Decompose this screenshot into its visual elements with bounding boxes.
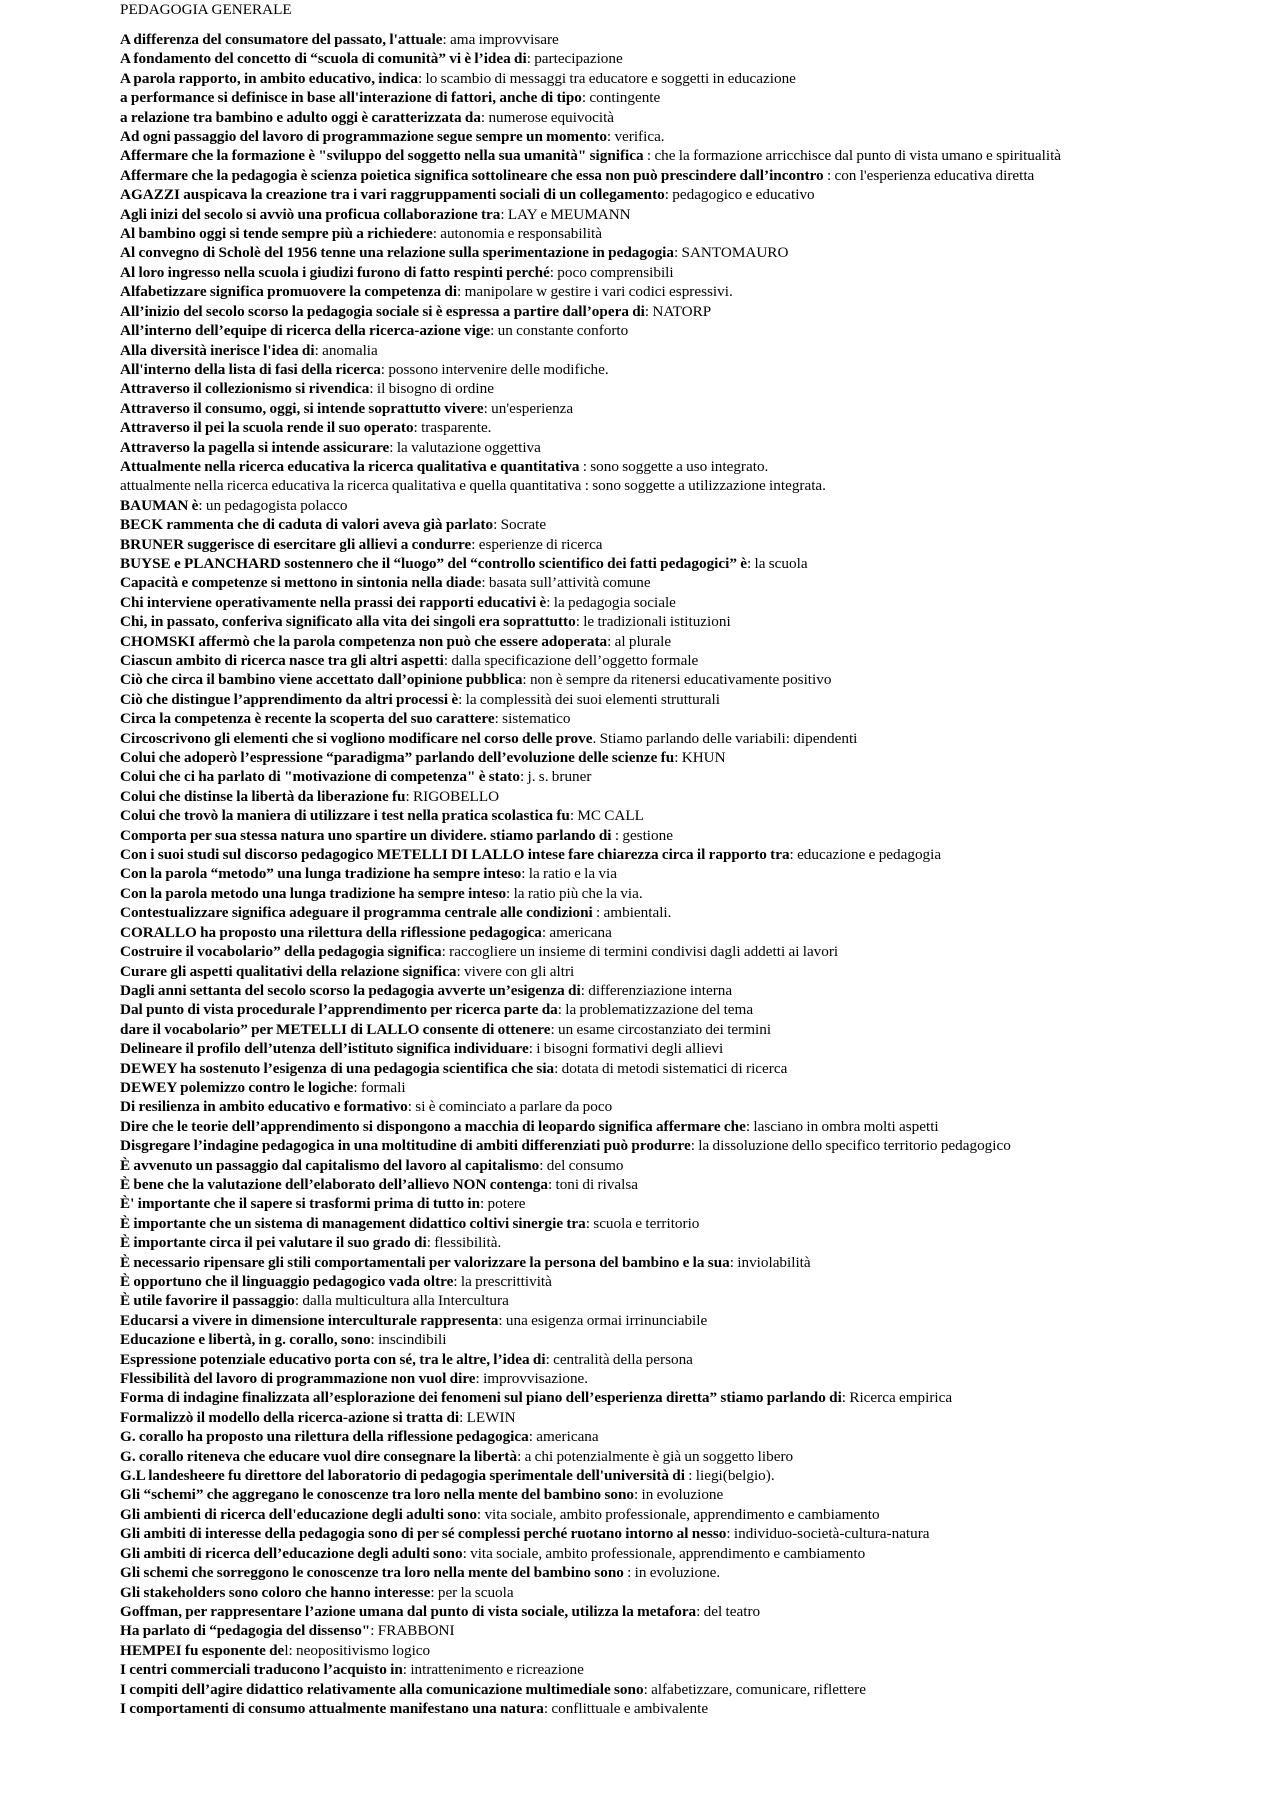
list-item — [120, 1311, 1150, 1330]
question-text: È avvenuto un passaggio dal capitalismo del lavoro al capitalismo — [120, 1156, 540, 1174]
answer-text: : manipolare w gestire i vari codici espressivi. — [457, 283, 733, 301]
list-item — [120, 1621, 1150, 1640]
question-text: È importante circa il pei valutare il suo grado di — [120, 1234, 427, 1252]
answer-text: : raccogliere un insieme di termini condivisi dagli addetti ai lavori — [441, 943, 839, 961]
list-item — [120, 826, 1150, 845]
list-item — [120, 1466, 1150, 1485]
question-text: dare il vocabolario” per METELLI di LALLO consente di ottenere — [120, 1020, 551, 1038]
answer-text: : potere — [480, 1195, 526, 1213]
answer-text: : lo scambio di messaggi tra educatore e soggetti in educazione — [417, 69, 796, 87]
answer-text: : pedagogico e educativo — [664, 186, 815, 204]
list-item — [120, 205, 1150, 224]
answer-text: : formali — [353, 1078, 406, 1096]
list-item — [120, 457, 1150, 476]
list-item — [120, 1388, 1150, 1407]
list-item — [120, 282, 1150, 301]
answer-text: : Ricerca empirica — [841, 1389, 953, 1407]
answer-text: . Stiamo parlando delle variabili: dipendenti — [592, 729, 858, 747]
list-item — [120, 670, 1150, 689]
answer-text: : differenziazione interna — [580, 981, 733, 999]
list-item — [120, 1563, 1150, 1582]
list-item — [120, 1194, 1150, 1213]
answer-text: : sistematico — [494, 710, 571, 728]
answer-text: : individuo-società-cultura-natura — [726, 1525, 930, 1543]
question-text: AGAZZI auspicava la creazione tra i vari raggruppamenti sociali di un collegamento — [120, 186, 665, 204]
list-item — [120, 593, 1150, 612]
question-text: I centri commerciali traducono l’acquisto in — [120, 1661, 403, 1679]
list-item — [120, 88, 1150, 107]
question-text: All’interno dell’equipe di ricerca della ricerca-azione vige — [120, 322, 491, 340]
answer-text: : j. s. bruner — [519, 768, 592, 786]
question-text: HEMPEI fu esponente de — [120, 1641, 285, 1659]
answer-text: : la dissoluzione dello specifico territorio pedagogico — [690, 1137, 1011, 1155]
answer-text: : un constante conforto — [490, 322, 629, 340]
answer-text: : contingente — [581, 89, 661, 107]
list-item — [120, 1583, 1150, 1602]
list-item — [120, 651, 1150, 670]
question-text: Formalizzò il modello della ricerca-azione si tratta di — [120, 1408, 460, 1426]
list-item — [120, 690, 1150, 709]
list-item — [120, 360, 1150, 379]
list-item — [120, 418, 1150, 437]
answer-text: : basata sull’attività comune — [481, 574, 651, 592]
question-text: Colui che ci ha parlato di "motivazione di competenza" è stato — [120, 768, 520, 786]
answer-text: : intrattenimento e ricreazione — [402, 1661, 584, 1679]
list-item — [120, 806, 1150, 825]
question-text: Comporta per sua stessa natura uno spartire un dividere. stiamo parlando di — [120, 826, 612, 844]
list-item — [120, 1214, 1150, 1233]
answer-text: : un'esperienza — [483, 399, 574, 417]
list-item — [120, 535, 1150, 554]
list-item — [120, 612, 1150, 631]
list-item — [120, 1117, 1150, 1136]
question-text: Chi interviene operativamente nella prassi dei rapporti educativi è — [120, 593, 547, 611]
question-text: Colui che trovò la maniera di utilizzare i test nella pratica scolastica fu — [120, 807, 570, 825]
answer-text: : partecipazione — [526, 50, 623, 68]
question-text: È opportuno che il linguaggio pedagogico vada oltre — [120, 1273, 454, 1290]
list-item — [120, 476, 1150, 495]
answer-text: : KHUN — [674, 749, 726, 767]
list-item — [120, 554, 1150, 573]
question-text: A differenza del consumatore del passato, l'attuale — [120, 31, 443, 48]
answer-text: : del consumo — [539, 1156, 624, 1174]
question-text: Forma di indagine finalizzata all’esplorazione dei fenomeni sul piano dell’esperienza diretta” stiamo parlando di — [120, 1389, 842, 1407]
answer-text: : SANTOMAURO — [674, 244, 789, 262]
answer-text: : la problematizzazione del tema — [557, 1001, 754, 1019]
question-text: Al loro ingresso nella scuola i giudizi furono di fatto respinti perché — [120, 263, 550, 281]
answer-text: : vita sociale, ambito professionale, apprendimento e cambiamento — [476, 1505, 880, 1523]
question-text: Capacità e competenze si mettono in sintonia nella diade — [120, 574, 482, 592]
answer-text: : anomalia — [314, 341, 378, 359]
question-text: Affermare che la pedagogia è scienza poietica significa sottolineare che essa non può prescindere dall’incontro — [120, 166, 824, 184]
list-item — [120, 864, 1150, 883]
answer-text: : la ratio più che la via. — [506, 884, 643, 902]
question-text: Chi, in passato, conferiva significato alla vita dei singoli era soprattutto — [120, 613, 576, 631]
question-text: Gli schemi che sorreggono le conoscenze tra loro nella mente del bambino sono — [120, 1564, 624, 1582]
answer-text: : FRABBONI — [370, 1622, 455, 1640]
question-text: Ha parlato di “pedagogia del dissenso" — [120, 1622, 371, 1640]
question-text: All’inizio del secolo scorso la pedagogia sociale si è espressa a partire dall’opera di — [120, 302, 645, 320]
answer-text: : del teatro — [696, 1602, 761, 1620]
list-item — [120, 146, 1150, 165]
question-text: Dal punto di vista procedurale l’apprendimento per ricerca parte da — [120, 1001, 558, 1019]
question-text: DEWEY ha sostenuto l’esigenza di una pedagogia scientifica che sia — [120, 1059, 555, 1077]
question-text: Al convegno di Scholè del 1956 tenne una relazione sulla sperimentazione in pedagogia — [120, 244, 674, 262]
answer-text: : verifica. — [606, 128, 665, 146]
list-item — [120, 1369, 1150, 1388]
answer-text: : al plurale — [607, 632, 672, 650]
list-item — [120, 438, 1150, 457]
answer-text: : non è sempre da ritenersi educativamente positivo — [522, 671, 832, 689]
list-item — [120, 1427, 1150, 1446]
answer-text: : un esame circostanziato dei termini — [550, 1020, 772, 1038]
list-item — [120, 341, 1150, 360]
list-item — [120, 302, 1150, 321]
question-text: Espressione potenziale educativo porta con sé, tra le altre, l’idea di — [120, 1350, 546, 1368]
question-text: Gli ambienti di ricerca dell'educazione degli adulti sono — [120, 1505, 477, 1523]
answer-text: : LAY e MEUMANN — [500, 205, 631, 223]
answer-text: : alfabetizzare, comunicare, riflettere — [643, 1680, 866, 1698]
answer-text: : possono intervenire delle modifiche. — [380, 360, 609, 378]
answer-text: : la complessità dei suoi elementi strutturali — [458, 690, 720, 708]
answer-text: : con l'esperienza educativa diretta — [823, 166, 1035, 184]
question-text: Con la parola “metodo” una lunga tradizione ha sempre inteso — [120, 865, 522, 883]
list-item — [120, 1078, 1150, 1097]
list-item — [120, 379, 1150, 398]
answer-text: : i bisogni formativi degli allievi — [528, 1040, 724, 1058]
question-text: a relazione tra bambino e adulto oggi è caratterizzata da — [120, 108, 481, 126]
answer-text: : ambientali. — [592, 904, 672, 922]
answer-text: : la pedagogia sociale — [546, 593, 676, 611]
answer-text: : MC CALL — [569, 807, 644, 825]
list-item — [120, 496, 1150, 515]
list-item — [120, 243, 1150, 262]
answer-text: : la valutazione oggettiva — [389, 438, 541, 456]
answer-text: : inviolabilità — [729, 1253, 811, 1271]
list-item — [120, 748, 1150, 767]
answer-text: : NATORP — [644, 302, 712, 320]
list-item — [120, 1602, 1150, 1621]
question-text: Gli ambiti di interesse della pedagogia sono di per sé complessi perché ruotano intorno al nesso — [120, 1525, 727, 1543]
answer-text: : vivere con gli altri — [456, 962, 575, 980]
question-text: A fondamento del concetto di “scuola di comunità” vi è l’idea di — [120, 50, 527, 68]
question-text: BRUNER suggerisce di esercitare gli allievi a condurre — [120, 535, 472, 553]
list-item — [120, 962, 1150, 981]
question-text: Colui che distinse la libertà da liberazione fu — [120, 787, 406, 805]
answer-text: : si è cominciato a parlare da poco — [407, 1098, 613, 1116]
answer-text: : la scuola — [746, 554, 808, 572]
question-text: Colui che adoperò l’espressione “paradigma” parlando dell’evoluzione delle scienze fu — [120, 749, 675, 767]
list-item — [120, 1350, 1150, 1369]
answer-text: : che la formazione arricchisce dal punto di vista umano e spiritualità — [643, 147, 1062, 165]
list-item — [120, 1020, 1150, 1039]
question-text: DEWEY polemizzo contro le logiche — [120, 1078, 354, 1096]
question-text: Goffman, per rappresentare l’azione umana dal punto di vista sociale, utilizza la metafora — [120, 1602, 697, 1620]
document-page — [120, 0, 1150, 1718]
answer-text: : toni di rivalsa — [547, 1175, 639, 1193]
answer-text: : gestione — [611, 826, 673, 844]
question-text: G. corallo ha proposto una rilettura della riflessione pedagogica — [120, 1428, 529, 1446]
answer-text: : americana — [541, 923, 612, 941]
question-text: Educazione e libertà, in g. corallo, sono — [120, 1331, 371, 1349]
question-text: È' importante che il sapere si trasformi prima di tutto in — [120, 1195, 481, 1213]
answer-text: : per la scuola — [430, 1583, 514, 1601]
list-item — [120, 767, 1150, 786]
question-text: BAUMAN è — [120, 496, 199, 514]
answer-text: : LEWIN — [459, 1408, 516, 1426]
question-text: Curare gli aspetti qualitativi della relazione significa — [120, 962, 457, 980]
answer-text: : autonomia e responsabilità — [432, 225, 603, 243]
title-spacer — [120, 19, 1150, 30]
list-item — [120, 1524, 1150, 1543]
question-text: Agli inizi del secolo si avviò una proficua collaborazione tra — [120, 205, 501, 223]
list-item — [120, 923, 1150, 942]
list-item — [120, 399, 1150, 418]
question-text: Di resilienza in ambito educativo e formativo — [120, 1098, 408, 1116]
answer-text: : la ratio e la via — [521, 865, 617, 883]
answer-text: : ama improvvisare — [442, 31, 559, 48]
question-text: Ad ogni passaggio del lavoro di programmazione segue sempre un momento — [120, 128, 607, 146]
list-item — [120, 127, 1150, 146]
question-text: Al bambino oggi si tende sempre più a richiedere — [120, 225, 433, 243]
list-item — [120, 321, 1150, 340]
question-text: CHOMSKI affermò che la parola competenza non può che essere adoperata — [120, 632, 608, 650]
answer-text: : RIGOBELLO — [405, 787, 500, 805]
list-item — [120, 185, 1150, 204]
answer-text: : Socrate — [493, 516, 547, 534]
answer-text: : centralità della persona — [545, 1350, 693, 1368]
question-text: a performance si definisce in base all'interazione di fattori, anche di tipo — [120, 89, 582, 107]
list-item — [120, 1136, 1150, 1155]
question-text: Costruire il vocabolario” della pedagogia significa — [120, 943, 442, 961]
question-text: È bene che la valutazione dell’elaborato dell’allievo NON contenga — [120, 1175, 548, 1193]
question-text: A parola rapporto, in ambito educativo, indica — [120, 69, 418, 87]
list-item — [120, 1447, 1150, 1466]
list-item — [120, 1253, 1150, 1272]
answer-text: : esperienze di ricerca — [471, 535, 603, 553]
list-item — [120, 30, 1150, 49]
question-text: Attraverso la pagella si intende assicurare — [120, 438, 390, 456]
answer-text: : scuola e territorio — [585, 1214, 700, 1232]
list-item — [120, 1175, 1150, 1194]
question-text: Flessibilità del lavoro di programmazione non vuol dire — [120, 1370, 476, 1388]
answer-text: : le tradizionali istituzioni — [575, 613, 731, 631]
question-text: Attraverso il collezionismo si rivendica — [120, 380, 370, 398]
question-text: Ciò che circa il bambino viene accettato dall’opinione pubblica — [120, 671, 523, 689]
list-item — [120, 224, 1150, 243]
answer-text: : dotata di metodi sistematici di ricerca — [554, 1059, 788, 1077]
list-item — [120, 709, 1150, 728]
question-text: Gli stakeholders sono coloro che hanno interesse — [120, 1583, 431, 1601]
list-item — [120, 1544, 1150, 1563]
list-item — [120, 1291, 1150, 1310]
list-item — [120, 108, 1150, 127]
answer-text: : dalla specificazione dell’oggetto formale — [443, 652, 699, 669]
answer-text: : in evoluzione — [634, 1486, 724, 1504]
answer-text: : vita sociale, ambito professionale, apprendimento e cambiamento — [462, 1544, 866, 1562]
list-item — [120, 49, 1150, 68]
list-item — [120, 1059, 1150, 1078]
answer-text: : liegi(belgio). — [684, 1467, 775, 1485]
answer-text: : educazione e pedagogia — [789, 846, 942, 864]
list-item — [120, 632, 1150, 651]
list-item — [120, 1156, 1150, 1175]
question-text: Dagli anni settanta del secolo scorso la pedagogia avverte un’esigenza di — [120, 981, 581, 999]
list-item — [120, 1641, 1150, 1660]
answer-text: : improvvisazione. — [475, 1370, 589, 1388]
question-text: Circa la competenza è recente la scoperta del suo carattere — [120, 710, 495, 728]
question-text: attualmente nella ricerca educativa la ricerca qualitativa e quella quantitativa : sono soggette a utilizzazione integrata. — [120, 477, 826, 495]
question-text: Attraverso il consumo, oggi, si intende soprattutto vivere — [120, 399, 484, 417]
list-item — [120, 942, 1150, 961]
question-text: Dire che le teorie dell’apprendimento si dispongono a macchia di leopardo significa affermare che — [120, 1117, 746, 1135]
question-text: All'interno della lista di fasi della ricerca — [120, 360, 381, 378]
list-item — [120, 903, 1150, 922]
answer-text: : a chi potenzialmente è già un soggetto libero — [517, 1447, 794, 1465]
question-text: Circoscrivono gli elementi che si vogliono modificare nel corso delle prove — [120, 729, 593, 747]
list-item — [120, 845, 1150, 864]
answer-text: : poco comprensibili — [549, 263, 674, 281]
list-item — [120, 1039, 1150, 1058]
question-text: BECK rammenta che di caduta di valori aveva già parlato — [120, 516, 494, 534]
question-text: Con i suoi studi sul discorso pedagogico METELLI DI LALLO intese fare chiarezza circa il rapporto tra — [120, 846, 790, 864]
entries-list — [120, 30, 1150, 1718]
question-text: Attualmente nella ricerca educativa la ricerca qualitativa e quantitativa — [120, 457, 580, 475]
answer-text: : trasparente. — [413, 419, 492, 437]
question-text: Affermare che la formazione è "sviluppo del soggetto nella sua umanità" significa — [120, 147, 644, 165]
answer-text: : inscindibili — [370, 1331, 447, 1349]
list-item — [120, 1505, 1150, 1524]
question-text: Con la parola metodo una lunga tradizione ha sempre inteso — [120, 884, 507, 902]
list-item — [120, 1408, 1150, 1427]
answer-text: l: neopositivismo logico — [284, 1641, 431, 1659]
list-item — [120, 981, 1150, 1000]
question-text: Educarsi a vivere in dimensione interculturale rappresenta — [120, 1311, 499, 1329]
list-item — [120, 166, 1150, 185]
list-item — [120, 729, 1150, 748]
question-text: G.L landesheere fu direttore del laboratorio di pedagogia sperimentale dell'università di — [120, 1467, 685, 1485]
question-text: È utile favorire il passaggio — [120, 1292, 295, 1310]
list-item — [120, 263, 1150, 282]
answer-text: : la prescrittività — [453, 1273, 552, 1290]
list-item — [120, 884, 1150, 903]
answer-text: : americana — [528, 1428, 599, 1446]
list-item — [120, 1680, 1150, 1699]
list-item — [120, 1660, 1150, 1679]
answer-text: : il bisogno di ordine — [369, 380, 494, 398]
list-item — [120, 1272, 1150, 1291]
list-item — [120, 1097, 1150, 1116]
answer-text: : flessibilità. — [426, 1234, 502, 1252]
answer-text: : conflittuale e ambivalente — [543, 1699, 709, 1717]
list-item — [120, 1699, 1150, 1718]
list-item — [120, 69, 1150, 88]
question-text: I comportamenti di consumo attualmente manifestano una natura — [120, 1699, 544, 1717]
answer-text: : dalla multicultura alla Intercultura — [294, 1292, 509, 1310]
question-text: Alla diversità inerisce l'idea di — [120, 341, 315, 359]
question-text: Delineare il profilo dell’utenza dell’istituto significa individuare — [120, 1040, 529, 1058]
answer-text: : numerose equivocità — [480, 108, 615, 126]
answer-text: : sono soggette a uso integrato. — [579, 457, 769, 475]
list-item — [120, 573, 1150, 592]
question-text: Disgregare l’indagine pedagogica in una moltitudine di ambiti differenziati può produrre — [120, 1137, 691, 1155]
question-text: È necessario ripensare gli stili comportamentali per valorizzare la persona del bambino e la sua — [120, 1253, 730, 1271]
question-text: Contestualizzare significa adeguare il programma centrale alle condizioni — [120, 904, 593, 922]
question-text: CORALLO ha proposto una rilettura della riflessione pedagogica — [120, 923, 542, 941]
list-item — [120, 787, 1150, 806]
answer-text: : lasciano in ombra molti aspetti — [745, 1117, 939, 1135]
list-item — [120, 515, 1150, 534]
answer-text: : un pedagogista polacco — [198, 496, 348, 514]
question-text: I compiti dell’agire didattico relativamente alla comunicazione multimediale sono — [120, 1680, 644, 1698]
question-text: G. corallo riteneva che educare vuol dire consegnare la libertà — [120, 1447, 518, 1465]
answer-text: : una esigenza ormai irrinunciabile — [498, 1311, 708, 1329]
question-text: BUYSE e PLANCHARD sostennero che il “luogo” del “controllo scientifico dei fatti pedagogici” è — [120, 554, 747, 572]
question-text: È importante che un sistema di management didattico coltivi sinergie tra — [120, 1214, 586, 1232]
list-item — [120, 1000, 1150, 1019]
question-text: Alfabetizzare significa promuovere la competenza di — [120, 283, 458, 301]
page-title: PEDAGOGIA GENERALE — [120, 1, 292, 18]
question-text: Attraverso il pei la scuola rende il suo operato — [120, 419, 414, 437]
answer-text: : in evoluzione. — [623, 1564, 721, 1582]
question-text: Gli “schemi” che aggregano le conoscenze tra loro nella mente del bambino sono — [120, 1486, 634, 1504]
list-item — [120, 1330, 1150, 1349]
question-text: Ciò che distingue l’apprendimento da altri processi è — [120, 690, 459, 708]
list-item — [120, 1233, 1150, 1252]
list-item — [120, 1485, 1150, 1504]
question-text: Gli ambiti di ricerca dell’educazione degli adulti sono — [120, 1544, 463, 1562]
question-text: Ciascun ambito di ricerca nasce tra gli altri aspetti — [120, 652, 444, 669]
